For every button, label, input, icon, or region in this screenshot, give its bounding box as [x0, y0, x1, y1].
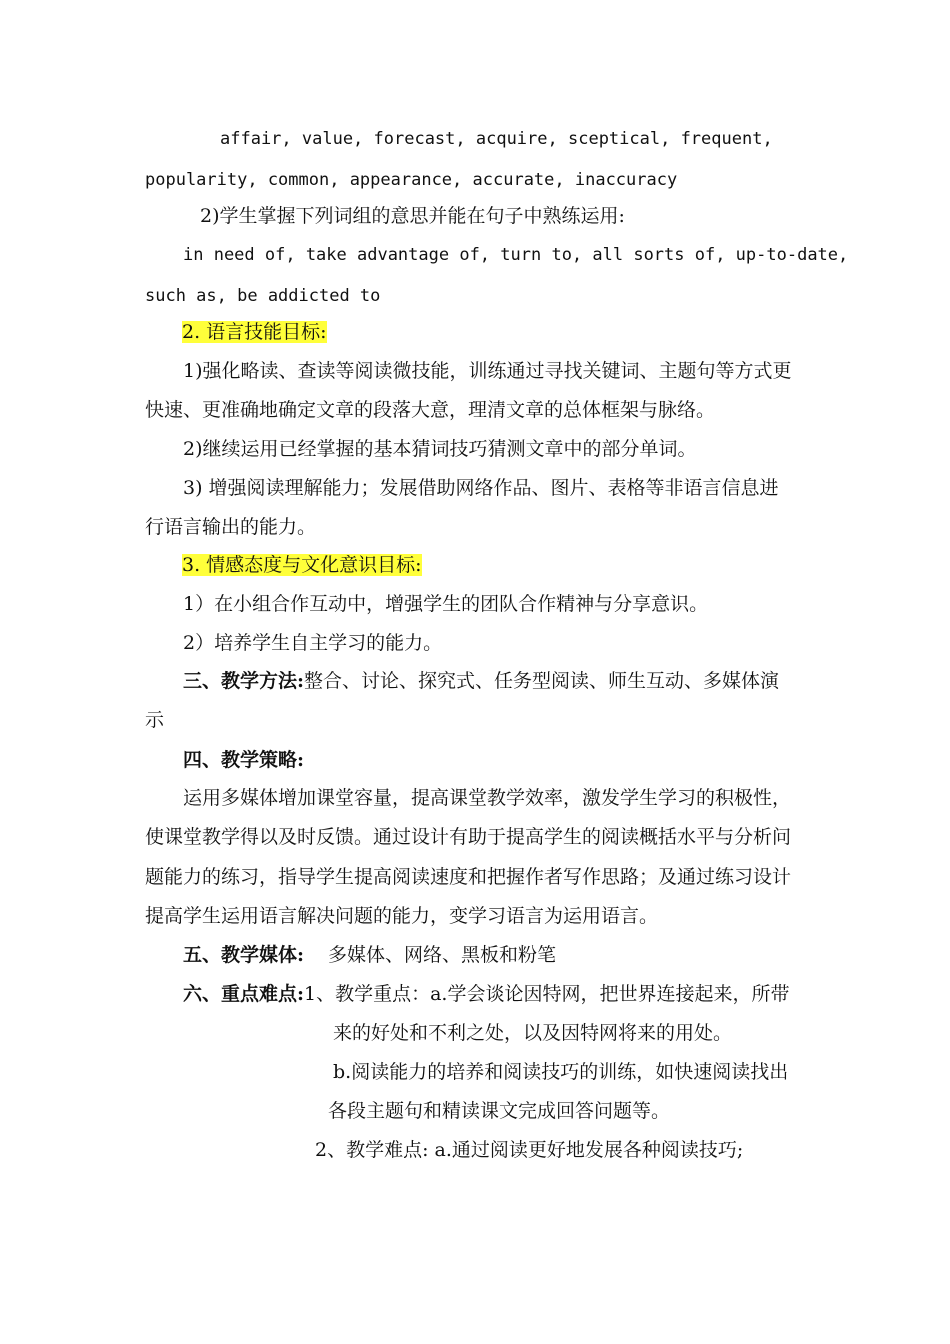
- keypoints-difficulty: 2、教学难点: a.通过阅读更好地发展各种阅读技巧;: [315, 1139, 744, 1161]
- attitude-item-1: 1）在小组合作互动中，增强学生的团队合作精神与分享意识。: [183, 593, 709, 615]
- phrases-line-2: such as, be addicted to: [145, 286, 381, 306]
- attitude-heading-text: 3. 情感态度与文化意识目标:: [182, 554, 422, 576]
- skills-item-1-line-2: 快速、更准确地确定文章的段落大意，理清文章的总体框架与脉络。: [145, 399, 716, 421]
- skills-item-3-line-2: 行语言输出的能力。: [145, 516, 317, 538]
- skills-heading: [182, 320, 327, 344]
- strategy-heading: 四、教学策略:: [183, 749, 305, 771]
- skills-item-1-line-1: 1)强化略读、查读等阅读微技能，训练通过寻找关键词、主题句等方式更: [183, 360, 792, 382]
- methods-text: 整合、讨论、探究式、任务型阅读、师生互动、多媒体演: [304, 670, 780, 692]
- vocab-line-2: popularity, common, appearance, accurate, inaccuracy: [145, 170, 678, 190]
- keypoints-line-1: [183, 982, 789, 1006]
- skills-heading-text: 2. 语言技能目标:: [182, 321, 327, 343]
- media-text: 多媒体、网络、黑板和粉笔: [328, 944, 557, 966]
- methods-line-2: 示: [145, 709, 165, 731]
- vocab-line-1: affair, value, forecast, acquire, sceptical, frequent,: [220, 129, 773, 149]
- methods-line-1: [183, 669, 779, 693]
- phrases-line-1: in need of, take advantage of, turn to, all sorts of, up-to-date,: [183, 245, 849, 265]
- keypoints-focus-line-2: 来的好处和不利之处，以及因特网将来的用处。: [333, 1022, 733, 1044]
- keypoints-focus-b-line-1: b.阅读能力的培养和阅读技巧的训练，如快速阅读找出: [333, 1061, 789, 1083]
- strategy-line-4: 提高学生运用语言解决问题的能力，变学习语言为运用语言。: [145, 905, 659, 927]
- methods-label: 三、教学方法:: [183, 670, 305, 692]
- strategy-line-2: 使课堂教学得以及时反馈。通过设计有助于提高学生的阅读概括水平与分析问: [145, 826, 792, 848]
- media-label: 五、教学媒体:: [183, 944, 305, 966]
- attitude-heading: [182, 553, 422, 577]
- strategy-line-3: 题能力的练习，指导学生提高阅读速度和把握作者写作思路；及通过练习设计: [145, 866, 792, 888]
- keypoints-focus-b-line-2: 各段主题句和精读课文完成回答问题等。: [328, 1100, 671, 1122]
- keypoints-label: 六、重点难点:: [183, 983, 305, 1005]
- phrases-intro: 2)学生掌握下列词组的意思并能在句子中熟练运用:: [200, 205, 625, 227]
- skills-item-2: 2)继续运用已经掌握的基本猜词技巧猜测文章中的部分单词。: [183, 438, 697, 460]
- keypoints-focus-line-1: 1、教学重点：a.学会谈论因特网，把世界连接起来，所带: [304, 983, 790, 1005]
- strategy-line-1: 运用多媒体增加课堂容量，提高课堂教学效率，激发学生学习的积极性，: [183, 787, 792, 809]
- media-line: [183, 943, 556, 967]
- attitude-item-2: 2）培养学生自主学习的能力。: [183, 632, 443, 654]
- skills-item-3-line-1: 3) 增强阅读理解能力；发展借助网络作品、图片、表格等非语言信息进: [183, 477, 779, 499]
